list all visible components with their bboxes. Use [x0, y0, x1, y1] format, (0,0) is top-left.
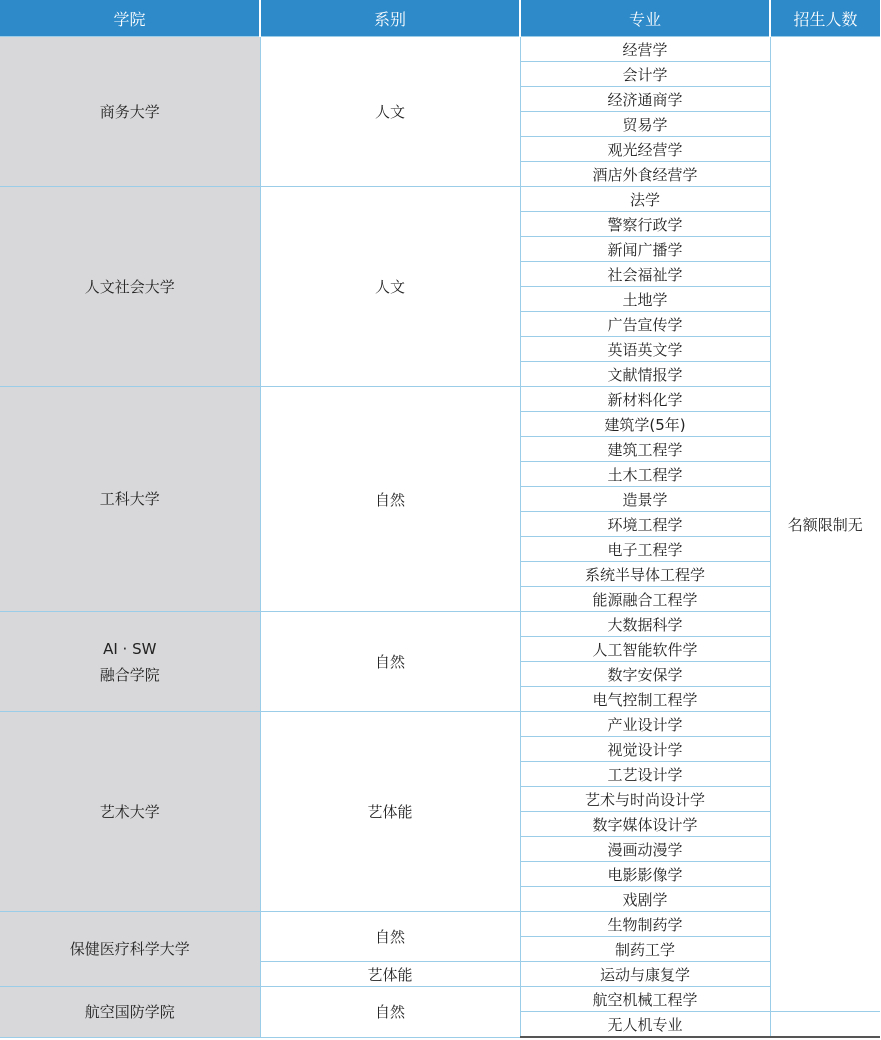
table-row	[0, 987, 880, 1012]
header-quota: 招生人数	[770, 0, 880, 37]
department-cell: 自然	[260, 387, 520, 612]
major-cell: 警察行政学	[520, 212, 770, 237]
major-cell: 生物制药学	[520, 912, 770, 937]
major-cell: 制药工学	[520, 937, 770, 962]
department-cell: 人文	[260, 187, 520, 387]
quota-cell: 名额限制无	[770, 37, 880, 1012]
header-major: 专业	[520, 0, 770, 37]
college-name: 保健医疗科学大学	[69, 940, 190, 958]
department-cell: 自然	[260, 912, 520, 962]
department-cell: 自然	[260, 987, 520, 1038]
major-cell: 观光经营学	[520, 137, 770, 162]
major-cell: 漫画动漫学	[520, 837, 770, 862]
major-cell: 人工智能软件学	[520, 637, 770, 662]
major-cell: 文献情报学	[520, 362, 770, 387]
major-cell: 电子工程学	[520, 537, 770, 562]
major-cell: 经营学	[520, 37, 770, 62]
college-name: 人文社会大学	[84, 277, 175, 296]
table-row	[0, 612, 880, 637]
major-cell: 广告宣传学	[520, 312, 770, 337]
major-cell: 无人机专业	[520, 1012, 770, 1038]
college-cell	[0, 37, 260, 187]
header-college: 学院	[0, 0, 260, 37]
college-name: 艺术大学	[99, 802, 160, 821]
major-cell: 大数据科学	[520, 612, 770, 637]
college-cell	[0, 612, 260, 712]
department-cell: 艺体能	[260, 962, 520, 987]
table-body	[0, 37, 880, 1038]
major-cell: 工艺设计学	[520, 762, 770, 787]
major-cell: 社会福祉学	[520, 262, 770, 287]
college-cell	[0, 912, 260, 987]
department-cell: 人文	[260, 37, 520, 187]
major-cell: 能源融合工程学	[520, 587, 770, 612]
major-cell: 新闻广播学	[520, 237, 770, 262]
table-row	[0, 387, 880, 412]
major-cell: 戏剧学	[520, 887, 770, 912]
department-cell: 艺体能	[260, 712, 520, 912]
table-row	[0, 712, 880, 737]
major-cell: 酒店外食经营学	[520, 162, 770, 187]
major-cell: 建筑工程学	[520, 437, 770, 462]
header-row	[0, 0, 880, 37]
major-cell: 贸易学	[520, 112, 770, 137]
college-name: 航空国防学院	[84, 1002, 175, 1021]
major-cell: 环境工程学	[520, 512, 770, 537]
major-cell: 数字媒体设计学	[520, 812, 770, 837]
major-cell: 经济通商学	[520, 87, 770, 112]
header-department: 系别	[260, 0, 520, 37]
major-cell: 新材料化学	[520, 387, 770, 412]
major-cell: 数字安保学	[520, 662, 770, 687]
major-cell: 法学	[520, 187, 770, 212]
table-row	[0, 912, 880, 937]
major-cell: 会计学	[520, 62, 770, 87]
college-cell	[0, 712, 260, 912]
major-cell: 航空机械工程学	[520, 987, 770, 1012]
table-row	[0, 37, 880, 62]
major-cell: 运动与康复学	[520, 962, 770, 987]
college-name: 工科大学	[99, 490, 160, 508]
major-cell: 英语英文学	[520, 337, 770, 362]
major-cell: 土木工程学	[520, 462, 770, 487]
major-cell: 系统半导体工程学	[520, 562, 770, 587]
table-row	[0, 187, 880, 212]
college-name: 融合学院	[99, 665, 160, 684]
major-cell: 建筑学(5年)	[520, 412, 770, 437]
major-cell: 电气控制工程学	[520, 687, 770, 712]
major-cell: 产业设计学	[520, 712, 770, 737]
department-cell: 自然	[260, 612, 520, 712]
major-cell: 土地学	[520, 287, 770, 312]
college-cell	[0, 187, 260, 387]
major-cell: 电影影像学	[520, 862, 770, 887]
college-cell	[0, 387, 260, 612]
college-name: AI · SW	[103, 639, 157, 658]
quota-cell-empty	[770, 1012, 880, 1038]
major-cell: 视觉设计学	[520, 737, 770, 762]
major-cell: 造景学	[520, 487, 770, 512]
college-cell	[0, 987, 260, 1038]
major-cell: 艺术与时尚设计学	[520, 787, 770, 812]
college-name: 商务大学	[99, 102, 160, 121]
